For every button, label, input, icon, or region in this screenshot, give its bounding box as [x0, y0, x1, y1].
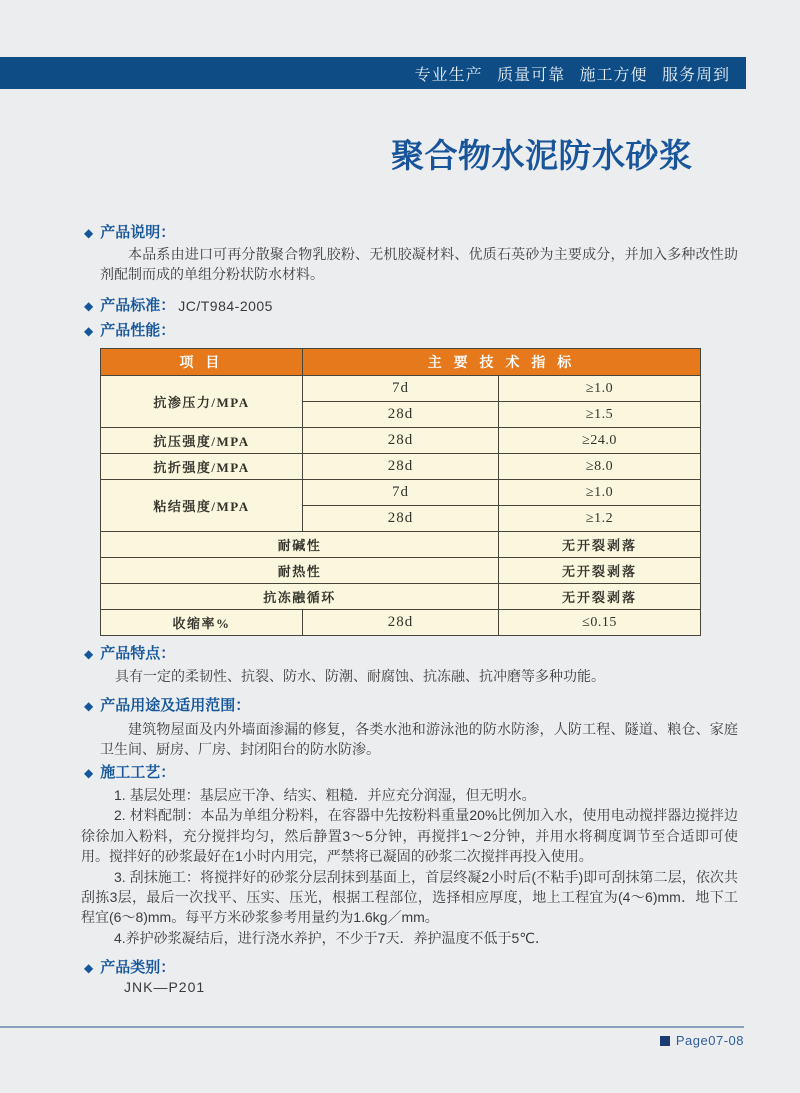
table-cell-age: 7d	[303, 480, 499, 506]
process-step-2: 2. 材料配制：本品为单组分粉料，在容器中先按粉料重量20%比例加入水，使用电动搅拌器边搅拌边徐徐加入粉料，充分搅拌均匀，然后静置3～5分钟，再搅拌1～2分钟，并用水将稠度调节至合适即可使用。搅拌好的砂浆最好在1小时内用完，严禁将已凝固的砂浆二次搅拌再投入使用。	[81, 807, 738, 865]
description-text: 本品系由进口可再分散聚合物乳胶粉、无机胶凝材料、优质石英砂为主要成分，并加入多种改性助剂配制而成的单组分粉状防水材料。	[100, 246, 738, 282]
diamond-bullet-icon: ◆	[84, 699, 94, 713]
table-cell-item: 抗冻融循环	[101, 584, 499, 610]
section-heading-description	[84, 224, 175, 242]
table-cell-item: 耐碱性	[101, 532, 499, 558]
table-cell-item: 抗压强度/MPA	[101, 428, 303, 454]
diamond-bullet-icon: ◆	[84, 647, 94, 661]
table-cell-value: ≥1.5	[499, 402, 701, 428]
page-title: 聚合物水泥防水砂浆	[391, 137, 693, 174]
section-heading-process	[84, 764, 175, 782]
table-cell-value: 无开裂剥落	[499, 532, 701, 558]
process-step-4: 4.养护砂浆凝结后，进行浇水养护，不少于7天．养护温度不低于5℃．	[114, 929, 549, 946]
table-cell-age: 28d	[303, 428, 499, 454]
section-heading-usage	[84, 697, 250, 715]
section-label-process: 施工工艺：	[100, 764, 176, 781]
table-cell-item: 抗折强度/MPA	[101, 454, 303, 480]
table-row	[101, 428, 701, 454]
section-heading-features	[84, 645, 175, 663]
table-cell-value: ≤0.15	[499, 610, 701, 636]
standard-value: JC/T984-2005	[178, 298, 273, 314]
section-label-category: 产品类别：	[100, 959, 176, 976]
table-cell-age: 28d	[303, 506, 499, 532]
diamond-bullet-icon: ◆	[84, 324, 94, 338]
footer	[0, 1033, 744, 1048]
table-cell-item: 耐热性	[101, 558, 499, 584]
table-cell-value: ≥8.0	[499, 454, 701, 480]
table-header-item: 项 目	[101, 349, 303, 376]
process-step-1: 1. 基层处理：基层应干净、结实、粗糙．并应充分润湿，但无明水。	[114, 787, 536, 803]
page-number-label: Page07-08	[675, 1033, 744, 1048]
table-row	[101, 532, 701, 558]
table-row	[101, 480, 701, 506]
table-row	[101, 376, 701, 402]
section-heading-standard	[84, 297, 273, 315]
table-cell-value: ≥24.0	[499, 428, 701, 454]
table-cell-value: ≥1.2	[499, 506, 701, 532]
section-label-usage: 产品用途及适用范围：	[100, 697, 251, 714]
table-cell-item: 收缩率%	[101, 610, 303, 636]
footer-divider	[0, 1026, 744, 1028]
diamond-bullet-icon: ◆	[84, 766, 94, 780]
table-cell-item: 粘结强度/MPA	[101, 480, 303, 532]
diamond-bullet-icon: ◆	[84, 961, 94, 975]
table-cell-age: 28d	[303, 610, 499, 636]
table-cell-age: 28d	[303, 402, 499, 428]
usage-text: 建筑物屋面及内外墙面渗漏的修复，各类水池和游泳池的防水防渗，人防工程、隧道、粮仓、家庭卫生间、厨房、厂房、封闭阳台的防水防渗。	[100, 721, 738, 757]
table-row	[101, 584, 701, 610]
section-label-performance: 产品性能：	[100, 322, 176, 339]
table-cell-value: 无开裂剥落	[499, 584, 701, 610]
table-header-spec: 主 要 技 术 指 标	[303, 349, 701, 376]
table-row	[101, 610, 701, 636]
table-cell-value: ≥1.0	[499, 376, 701, 402]
table-header-row	[101, 349, 701, 376]
diamond-bullet-icon: ◆	[84, 226, 94, 240]
diamond-bullet-icon: ◆	[84, 299, 94, 313]
section-label-standard: 产品标准：	[100, 297, 176, 314]
table-row	[101, 558, 701, 584]
top-banner	[0, 57, 746, 89]
section-heading-performance	[84, 322, 175, 340]
table-cell-value: 无开裂剥落	[499, 558, 701, 584]
page-marker-icon	[660, 1036, 670, 1046]
table-cell-age: 28d	[303, 454, 499, 480]
performance-table	[100, 348, 701, 636]
table-row	[101, 454, 701, 480]
table-cell-age: 7d	[303, 376, 499, 402]
table-cell-item: 抗渗压力/MPA	[101, 376, 303, 428]
category-value: JNK—P201	[124, 979, 206, 995]
section-label-description: 产品说明：	[100, 224, 176, 241]
table-cell-value: ≥1.0	[499, 480, 701, 506]
section-label-features: 产品特点：	[100, 645, 176, 662]
process-steps	[81, 785, 738, 948]
section-heading-category	[84, 959, 175, 977]
features-text: 具有一定的柔韧性、抗裂、防水、防潮、耐腐蚀、抗冻融、抗冲磨等多种功能。	[115, 668, 605, 684]
top-banner-slogan: 专业生产 质量可靠 施工方便 服务周到	[414, 66, 730, 84]
process-step-3: 3. 刮抹施工：将搅拌好的砂浆分层刮抹到基面上，首层终凝2小时后(不粘手)即可刮抹第二层，依次共刮拣3层，最后一次找平、压实、压光，根据工程部位，选择相应厚度，地上工程宜为(4～6)mm．地下工程宜(6～8)mm。每平方米砂浆参考用量约为1.6kg／mm。	[81, 868, 738, 926]
